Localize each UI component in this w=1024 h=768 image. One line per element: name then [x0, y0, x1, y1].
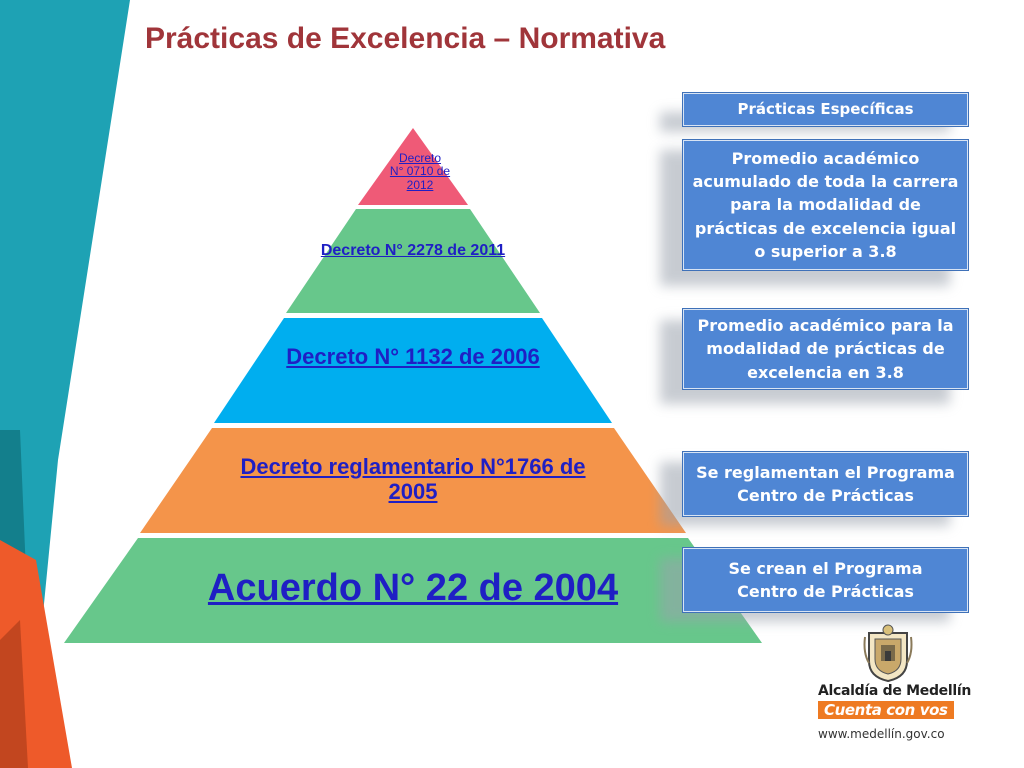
pyramid-level-1-line1: Decreto — [398, 151, 442, 165]
requirement-box-2011 — [683, 309, 968, 389]
pyramid-level-2-link[interactable]: Decreto N° 2278 de 2011 — [320, 242, 506, 259]
logo-slogan: Cuenta con vos — [818, 701, 954, 719]
coat-of-arms-icon — [861, 623, 915, 683]
logo-url[interactable]: www.medellín.gov.co — [818, 727, 945, 741]
specific-practices-header-text: Prácticas Específicas — [737, 99, 914, 118]
requirement-box-2004 — [683, 548, 968, 612]
requirement-box-2011-text: Promedio académico para la modalidad de prácticas de excelencia en 3.8 — [697, 316, 954, 382]
pyramid-level-5-link[interactable]: Acuerdo N° 22 de 2004 — [207, 567, 619, 609]
requirement-box-2012 — [683, 140, 968, 270]
pyramid-level-1-link[interactable] — [362, 152, 478, 192]
requirement-box-2004-text — [728, 557, 922, 603]
pyramid-level-3-shape — [214, 318, 612, 423]
page-title: Prácticas de Excelencia – Normativa — [145, 22, 666, 55]
requirement-box-2012-text: Promedio académico acumulado de toda la carrera para la modalidad de prácticas de excelencia igual o superior a 3.8 — [692, 149, 959, 261]
requirement-box-2005-text — [696, 461, 955, 507]
requirement-box-2005-line1: Se reglamentan el Programa — [696, 462, 955, 482]
requirement-box-2005 — [683, 452, 968, 516]
pyramid-level-1-line2: N° 0710 de — [389, 164, 451, 179]
pyramid-level-1-line3: 2012 — [406, 177, 434, 192]
alcaldia-logo — [808, 623, 978, 753]
pyramid-level-2-shape — [286, 209, 540, 313]
pyramid-level-3-link[interactable]: Decreto N° 1132 de 2006 — [286, 344, 540, 369]
requirement-box-2004-line1: Se crean el Programa — [728, 558, 923, 578]
pyramid-level-4-link[interactable]: Decreto reglamentario N°1766 de 2005 — [240, 454, 586, 504]
requirement-box-2005-line2: Centro de Prácticas — [737, 486, 914, 505]
specific-practices-header — [683, 93, 968, 126]
logo-name: Alcaldía de Medellín — [818, 683, 972, 699]
requirement-box-2004-line2: Centro de Prácticas — [737, 582, 914, 601]
